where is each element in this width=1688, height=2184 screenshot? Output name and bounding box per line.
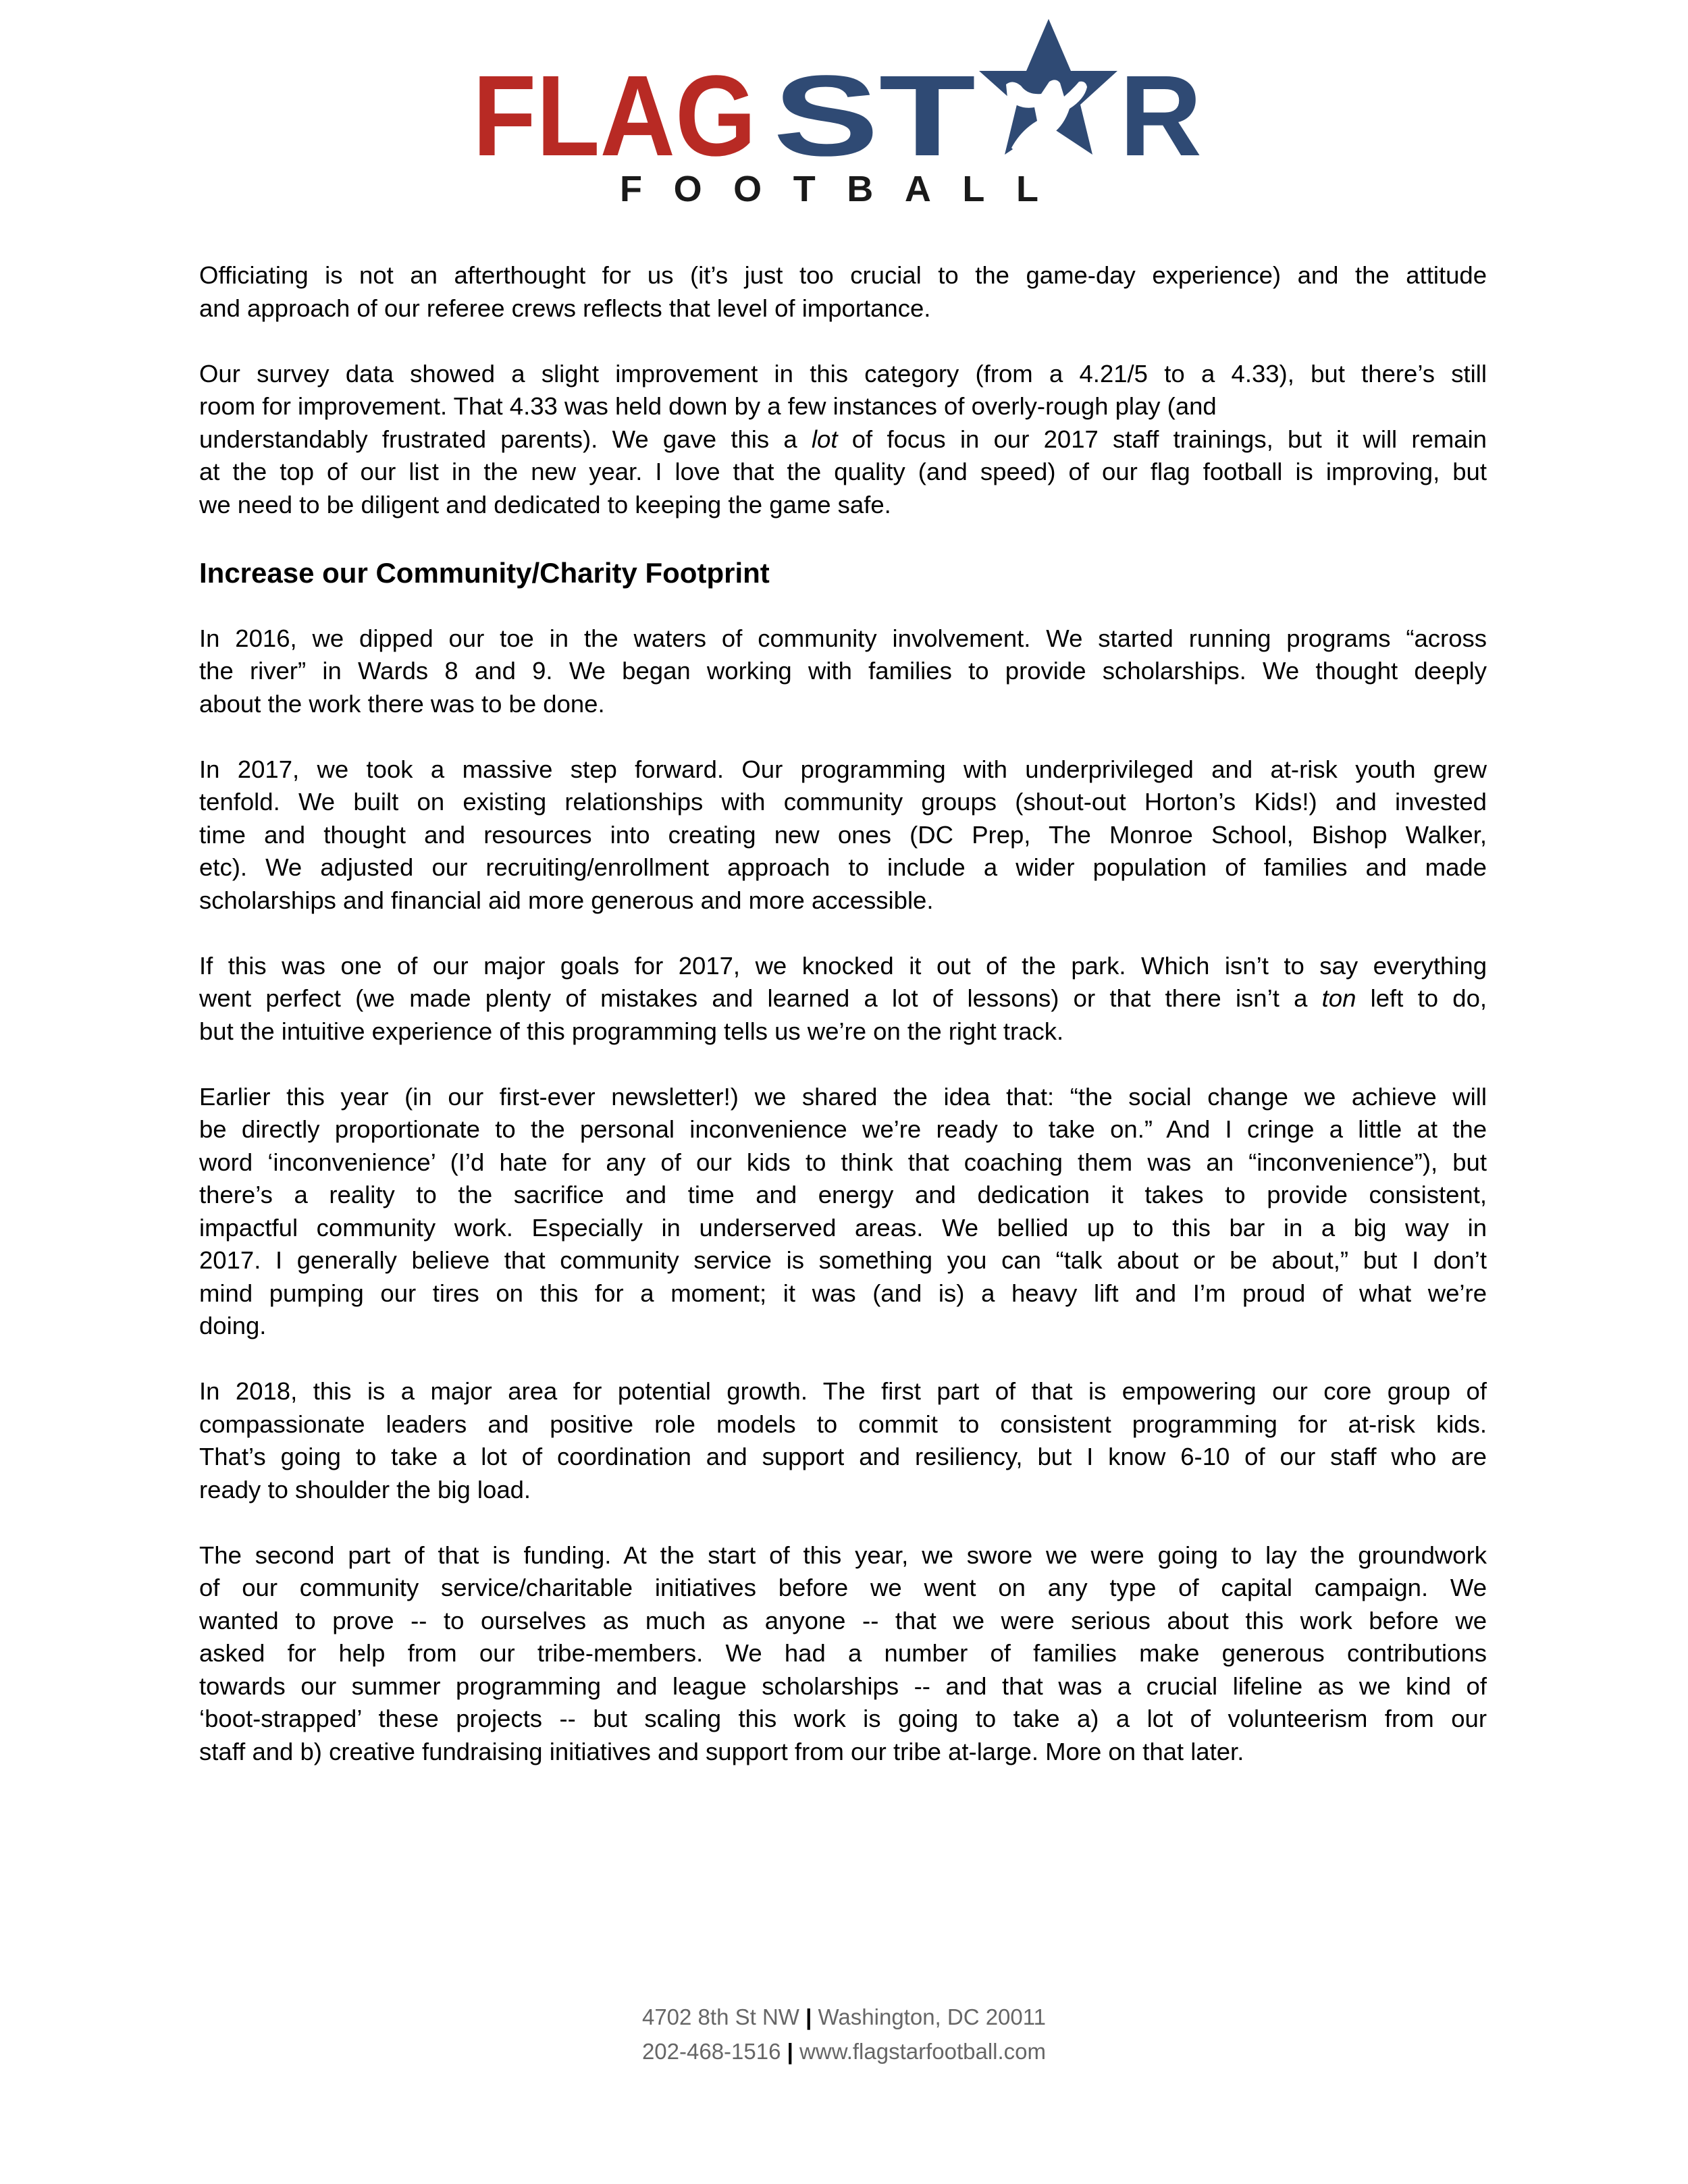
paragraph-2017 — [199, 753, 1487, 917]
emphasis-ton: ton — [1321, 984, 1356, 1012]
paragraph-2018 — [199, 1375, 1487, 1506]
text-line: be directly proportionate to the personal inconvenience we’re ready to take on.” And I cringe a little at the — [199, 1115, 1487, 1143]
text-line: etc). We adjusted our recruiting/enrollment approach to include a wider population of families and made — [199, 853, 1487, 881]
text-run: left to do, — [1356, 984, 1487, 1012]
text-line: mind pumping our tires on this for a moment; it was (and is) a heavy lift and I’m proud of what we’re — [199, 1279, 1487, 1307]
footer-address-line — [0, 2000, 1688, 2034]
text-line: the river” in Wards 8 and 9. We began working with families to provide scholarships. We thought deeply — [199, 657, 1487, 685]
text-line: towards our summer programming and league scholarships -- and that was a crucial lifeline as we kind of — [199, 1672, 1487, 1700]
text-line: If this was one of our major goals for 2017, we knocked it out of the park. Which isn’t to say everything — [199, 951, 1487, 980]
text-line: In 2018, this is a major area for potential growth. The first part of that is empowering our core group of — [199, 1377, 1487, 1405]
footer-city: Washington, DC 20011 — [818, 2004, 1047, 2029]
paragraph-officiating — [199, 259, 1487, 325]
text-run: of focus in our 2017 staff trainings, but it will remain — [837, 425, 1487, 453]
text-line: word ‘inconvenience’ (I’d hate for any of our kids to think that coaching them was an “inconvenience”), but — [199, 1148, 1487, 1176]
footer-separator: | — [787, 2039, 793, 2064]
footer-street: 4702 8th St NW — [641, 2004, 799, 2029]
logo-word-flag: FLAG — [473, 52, 756, 180]
text-line: of our community service/charitable initiatives before we went on any type of capital campaign. We — [199, 1574, 1487, 1601]
footer-separator: | — [806, 2004, 812, 2029]
paragraph-newsletter — [199, 1081, 1487, 1343]
text-line: scholarships and financial aid more generous and more accessible. — [199, 886, 934, 914]
text-line: In 2016, we dipped our toe in the waters of community involvement. We started running programs “across — [199, 624, 1487, 652]
text-line: room for improvement. That 4.33 was held down by a few instances of overly-rough play (and — [199, 392, 1217, 420]
text-line: ready to shoulder the big load. — [199, 1475, 531, 1503]
emphasis-lot: lot — [811, 425, 838, 453]
paragraph-survey-data — [199, 358, 1487, 522]
text-line: at the top of our list in the new year. I love that the quality (and speed) of our flag football is improving, but — [199, 458, 1487, 485]
text-line: impactful community work. Especially in underserved areas. We bellied up to this bar in a big way in — [199, 1213, 1487, 1242]
text-line: there’s a reality to the sacrifice and time and energy and dedication it takes to provide consistent, — [199, 1181, 1487, 1208]
logo-word-st: ST — [773, 52, 976, 180]
star-player-icon — [979, 19, 1117, 155]
text-run: went perfect (we made plenty of mistakes and learned a lot of lessons) or that there isn’t a — [199, 984, 1322, 1012]
text-line: we need to be diligent and dedicated to keeping the game safe. — [199, 490, 891, 518]
text-line: staff and b) creative fundraising initiatives and support from our tribe at-large. More on that later. — [199, 1737, 1244, 1765]
text-line: That’s going to take a lot of coordination and support and resiliency, but I know 6-10 of our staff who are — [199, 1443, 1487, 1470]
page-footer — [0, 2000, 1688, 2069]
footer-contact-line — [0, 2034, 1688, 2069]
text-line: Officiating is not an afterthought for us (it’s just too crucial to the game-day experience) and the attitude — [199, 261, 1487, 289]
text-line: doing. — [199, 1312, 267, 1339]
text-line: In 2017, we took a massive step forward. Our programming with underprivileged and at-risk youth grew — [199, 755, 1487, 783]
text-line: ‘boot-strapped’ these projects -- but scaling this work is going to take a) a lot of volunteerism from our — [199, 1705, 1487, 1732]
text-line: and approach of our referee crews reflects that level of importance. — [199, 294, 931, 322]
text-line: tenfold. We built on existing relationships with community groups (shout-out Horton’s Kids!) and invested — [199, 788, 1487, 816]
logo-graphic — [466, 14, 1215, 216]
text-line: time and thought and resources into creating new ones (DC Prep, The Monroe School, Bishop Walker, — [199, 820, 1487, 849]
text-line: 2017. I generally believe that community service is something you can “talk about or be about,” but I don’t — [199, 1246, 1487, 1274]
flagstar-football-logo — [466, 14, 1215, 216]
footer-website-link[interactable]: www.flagstarfootball.com — [799, 2039, 1047, 2064]
text-line — [199, 423, 1487, 456]
text-line: The second part of that is funding. At the start of this year, we swore we were going to lay the groundwork — [199, 1541, 1487, 1569]
paragraph-2016 — [199, 622, 1487, 721]
text-line: Earlier this year (in our first-ever newsletter!) we shared the idea that: “the social change we achieve will — [199, 1082, 1487, 1111]
text-line: wanted to prove -- to ourselves as much as anyone -- that we were serious about this work before we — [199, 1606, 1487, 1634]
logo-word-r: R — [1119, 52, 1202, 180]
paragraph-major-goals — [199, 950, 1487, 1048]
text-line: asked for help from our tribe-members. We had a number of families make generous contributions — [199, 1639, 1487, 1667]
section-heading: Increase our Community/Charity Footprint — [199, 556, 770, 589]
text-run: understandably frustrated parents). We gave this a — [199, 425, 812, 453]
text-line: Our survey data showed a slight improvement in this category (from a 4.21/5 to a 4.33), but there’s still — [199, 359, 1487, 388]
text-line — [199, 982, 1487, 1015]
paragraph-funding — [199, 1539, 1487, 1769]
text-line: but the intuitive experience of this programming tells us we’re on the right track. — [199, 1017, 1064, 1045]
text-line: about the work there was to be done. — [199, 689, 605, 718]
text-line: compassionate leaders and positive role models to commit to consistent programming for at-risk kids. — [199, 1410, 1487, 1438]
footer-phone: 202-468-1516 — [641, 2039, 781, 2064]
logo-subtitle-football: FOOTBALL — [620, 169, 1038, 209]
document-body — [199, 259, 1487, 1801]
